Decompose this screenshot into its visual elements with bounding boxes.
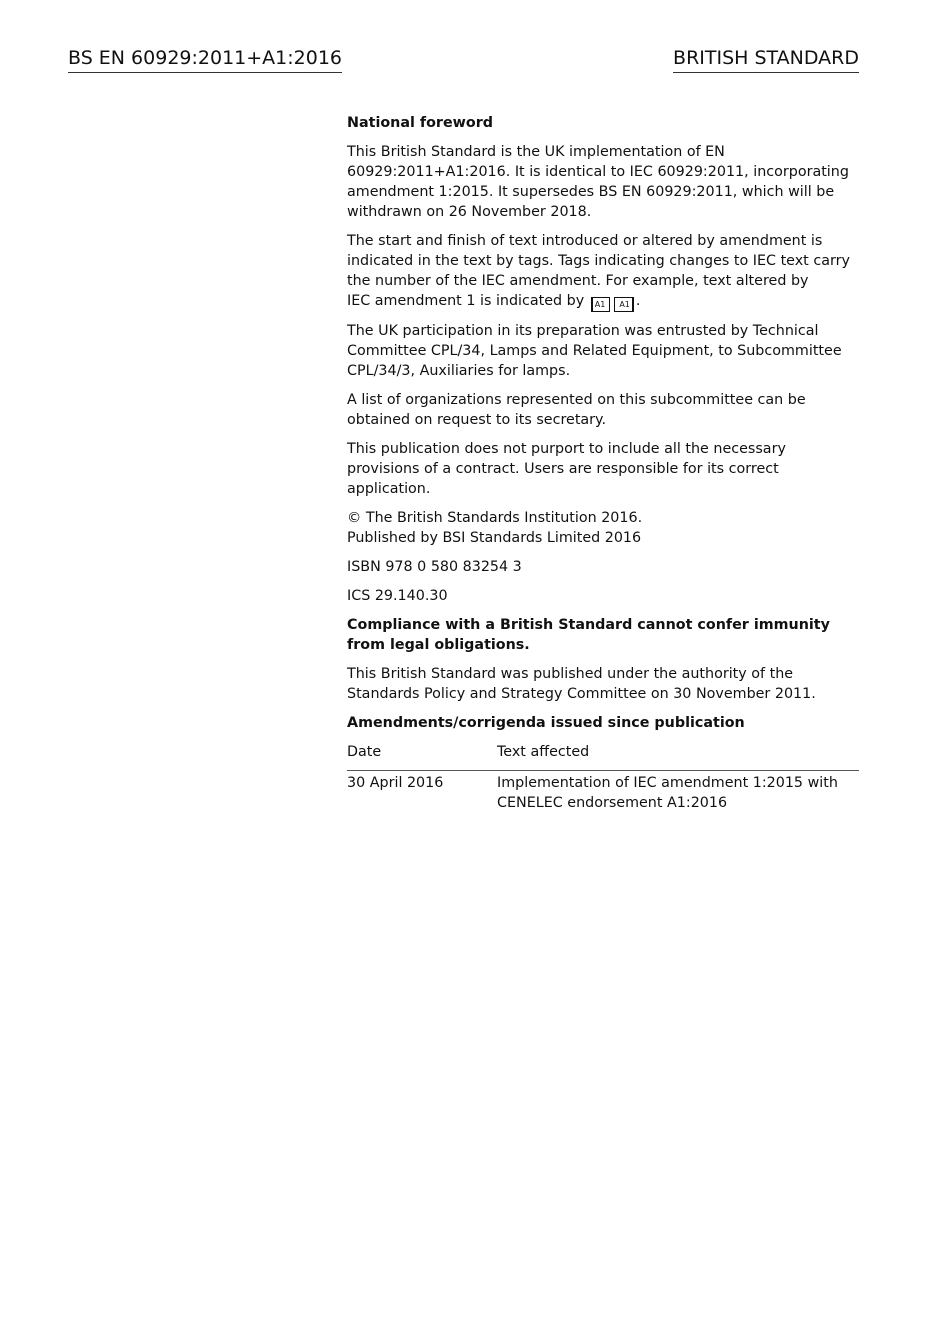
section-title: National foreword — [347, 115, 493, 131]
authority-statement: This British Standard was published under the authority of the Standards Policy and Strategy Committee on 30 November 2011. — [347, 666, 816, 702]
amendment-text-affected: Implementation of IEC amendment 1:2015 with CENELEC endorsement A1:2016 — [497, 775, 838, 811]
paragraph-implementation: This British Standard is the UK implementation of EN 60929:2011+A1:2016. It is identical to IEC 60929:2011, incorporating amendment 1:2015. It supersedes BS EN 60929:2011, which will be withdrawn on 26 November 2018. — [347, 144, 849, 220]
national-foreword — [347, 113, 859, 813]
column-header-text-affected: Text affected — [497, 742, 859, 771]
publisher-line: Published by BSI Standards Limited 2016 — [347, 530, 642, 546]
ics: ICS 29.140.30 — [347, 588, 448, 604]
header-standard-number: BS EN 60929:2011+A1:2016 — [68, 46, 342, 73]
copyright-line: © The British Standards Institution 2016. — [347, 510, 643, 526]
amendment-date: 30 April 2016 — [347, 775, 444, 791]
compliance-notice: Compliance with a British Standard cannot confer immunity from legal obligations. — [347, 617, 830, 653]
isbn: ISBN 978 0 580 83254 3 — [347, 559, 522, 575]
amendments-table — [347, 742, 859, 813]
paragraph-committee: The UK participation in its preparation was entrusted by Technical Committee CPL/34, Lamps and Related Equipment, to Subcommittee CPL/34/3, Auxiliaries for lamps. — [347, 323, 842, 379]
paragraph-organizations: A list of organizations represented on this subcommittee can be obtained on request to its secretary. — [347, 392, 806, 428]
copyright-block — [347, 508, 859, 548]
paragraph-tags-text: The start and finish of text introduced or altered by amendment is indicated in the text by tags. Tags indicating changes to IEC text carry the number of the IEC amendment. For example, text altered by — [347, 233, 850, 289]
paragraph-tags-trail: . — [635, 293, 641, 309]
amendment-open-tag-icon: A1 — [591, 297, 611, 312]
table-header-row — [347, 742, 859, 771]
paragraph-tags — [347, 231, 859, 312]
amendments-title: Amendments/corrigenda issued since publication — [347, 715, 745, 731]
paragraph-tags-lead: IEC amendment 1 is indicated by — [347, 293, 585, 309]
column-header-date: Date — [347, 742, 497, 771]
table-row — [347, 771, 859, 814]
paragraph-provisions: This publication does not purport to include all the necessary provisions of a contract. Users are responsible for its correct application. — [347, 441, 786, 497]
header-document-type: BRITISH STANDARD — [673, 46, 859, 73]
amendment-close-tag-icon: A1 — [614, 297, 634, 312]
